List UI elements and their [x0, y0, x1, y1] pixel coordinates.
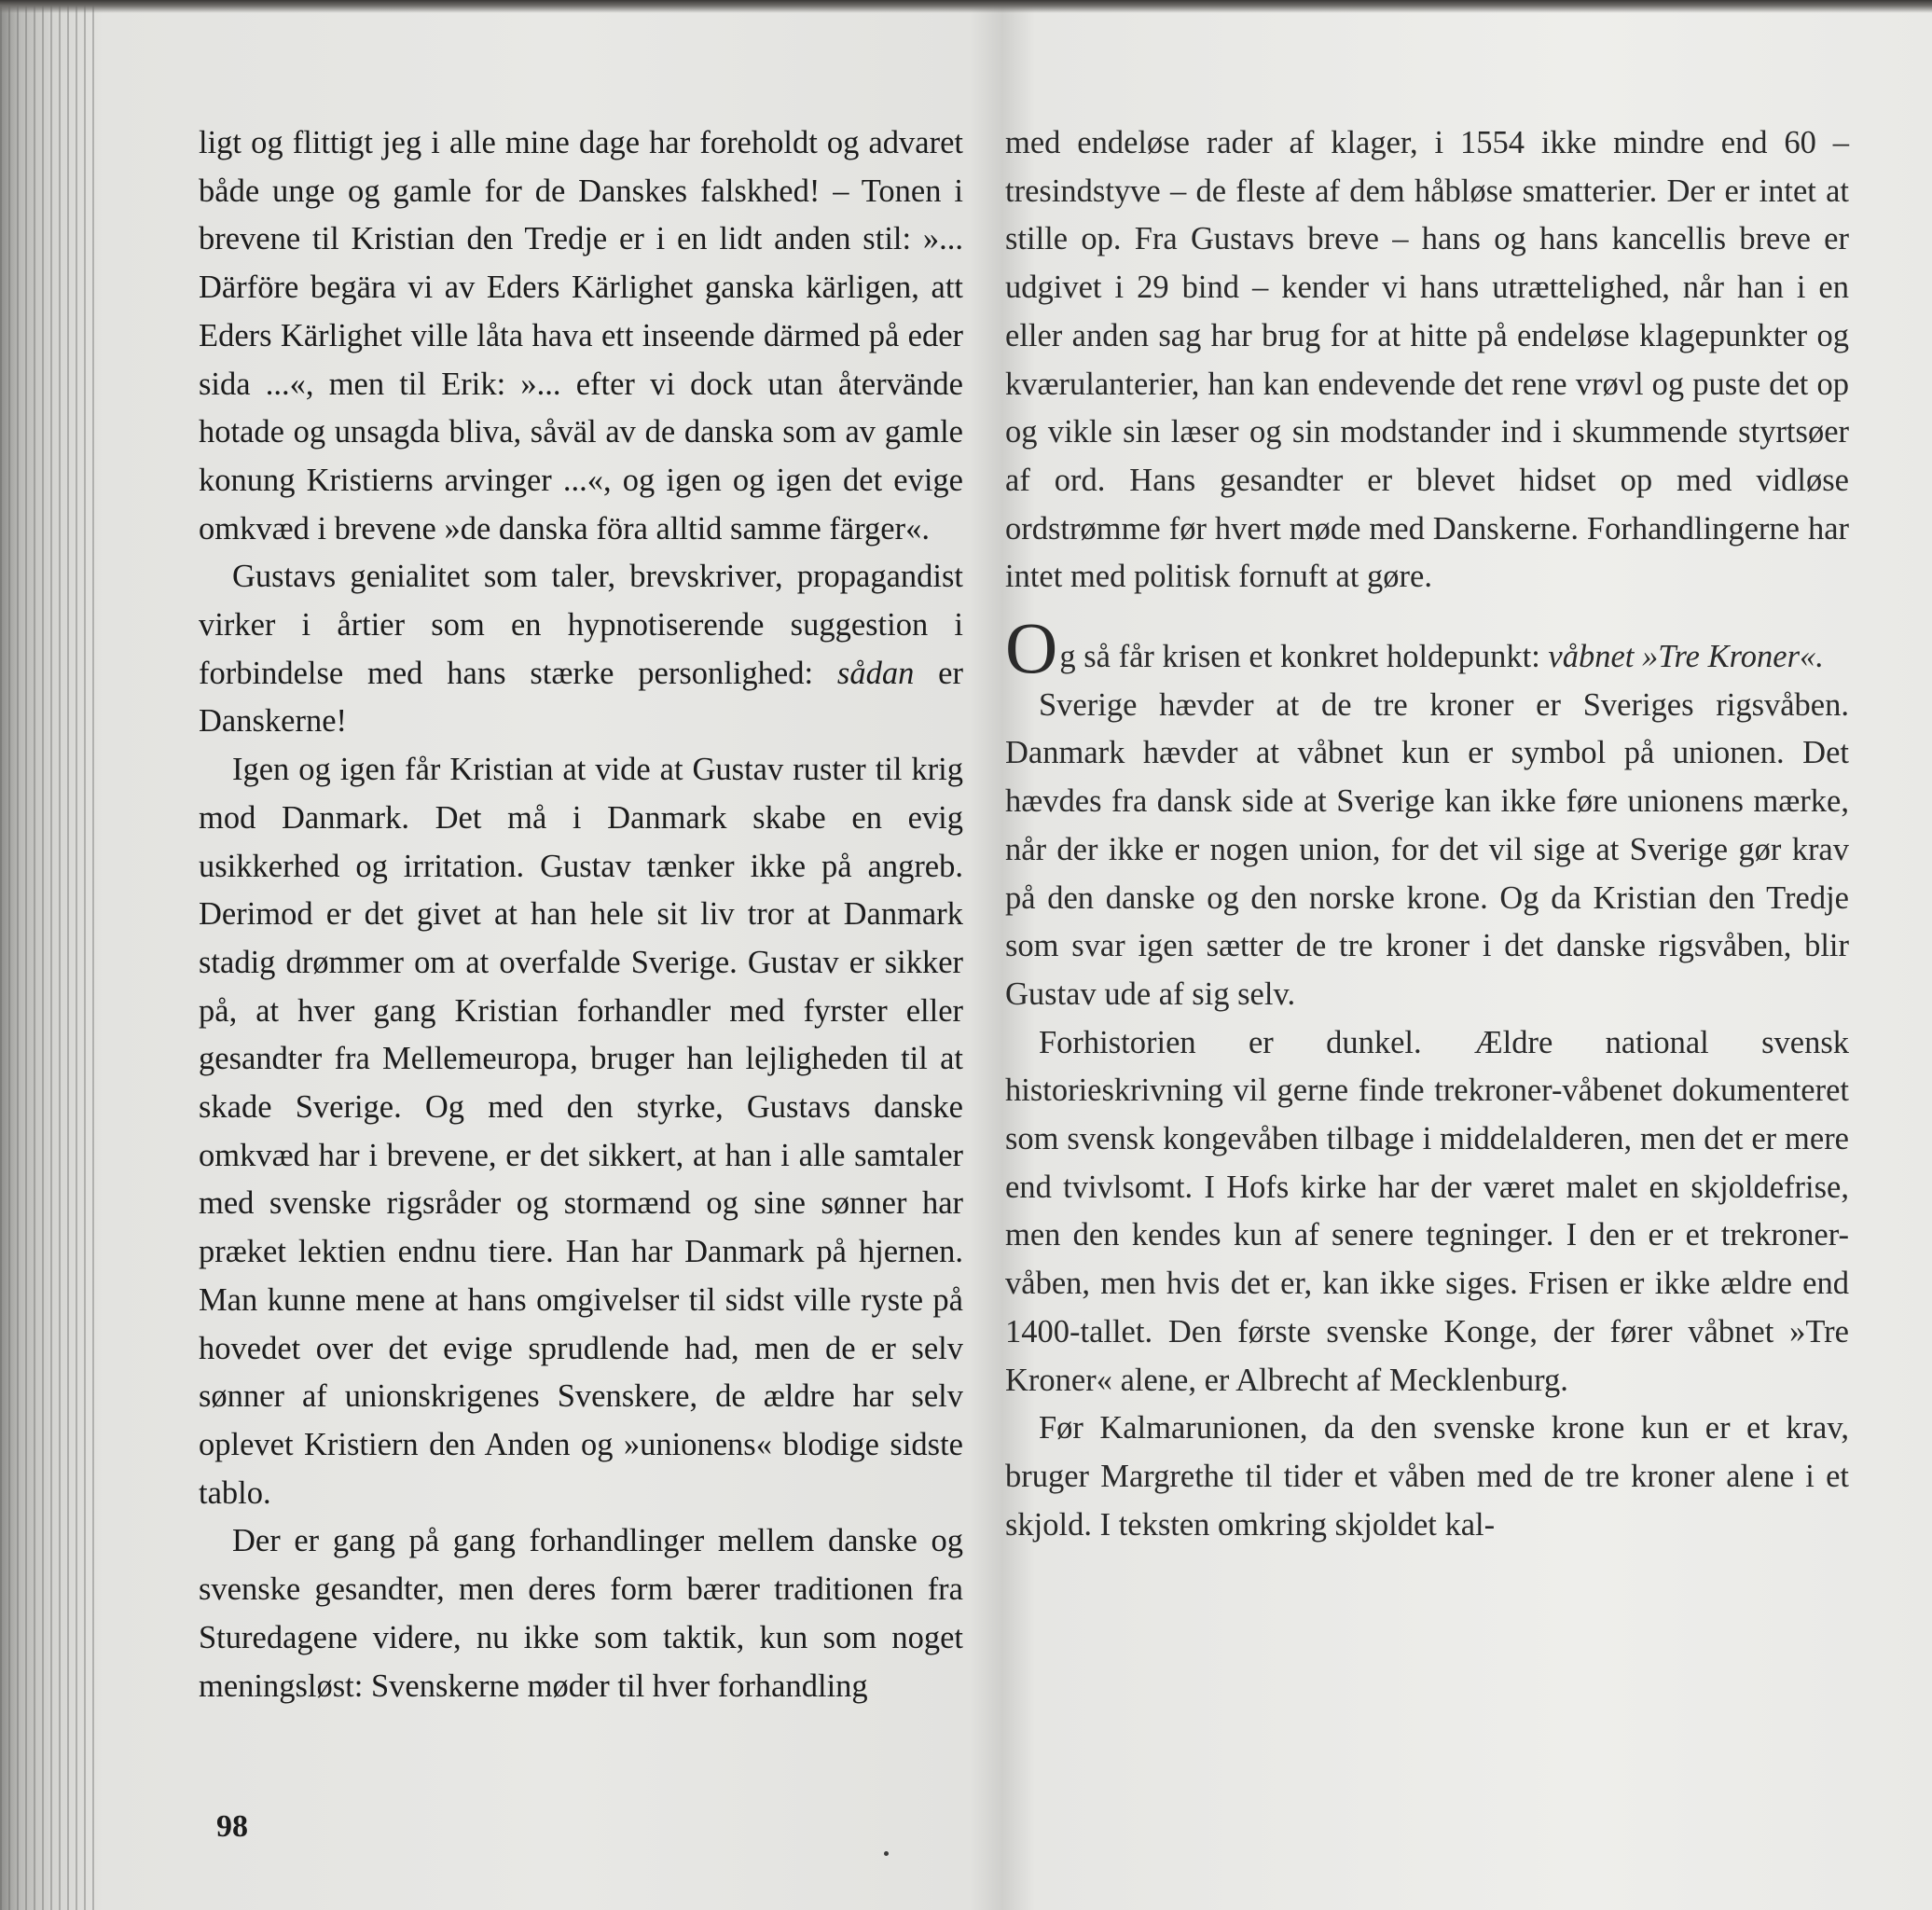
- paragraph: ligt og flittigt jeg i alle mine dage har foreholdt og advaret både unge og gamle for de Danskes falskhed! – Tonen i brevene til Kristian den Tredje er i en lidt anden stil: »... Därföre begära vi av Eders Kärlighet ganska kärligen, att Eders Kärlighet ville låta hava ett inseende därmed på eder sida ...«, men til Erik: »... efter vi dock utan återvände hotade og unsagda bliva, såväl av de danska som av gamle konung Kristierns arvinger ...«, og igen og igen det evige omkvæd i brevene »de danska föra alltid samme färger«.: [199, 125, 963, 547]
- paragraph: Før Kalmarunionen, da den svenske krone kun er et krav, bruger Margrethe til tider et våben med de tre kroner alene i et skjold. I teksten omkring skjoldet kal-: [1005, 1410, 1849, 1543]
- paragraph: Der er gang på gang forhandlinger mellem danske og svenske gesandter, men deres form bærer traditionen fra Sturedagene videre, nu ikke som taktik, kun som noget meningsløst: Svenskerne møder til hver forhandling: [199, 1523, 963, 1704]
- paragraph-text: er Danskerne!: [199, 655, 963, 740]
- right-page-text: [1005, 119, 1849, 1549]
- emphasized-phrase: våbnet »Tre Kroner«.: [1548, 639, 1824, 675]
- top-edge-shadow: [0, 0, 1932, 13]
- left-page-text: [199, 119, 963, 1710]
- paragraph: Sverige hævder at de tre kroner er Sveriges rigsvåben. Danmark hævder at våbnet kun er symbol på unionen. Det hævdes fra dansk side at Sverige kan ikke føre unionens mærke, når der ikke er nogen union, for det vil sige at Sverige gør krav på den danske og den norske krone. Og da Kristian den Tredje som svar igen sætter de tre kroner i det danske rigsvåben, blir Gustav ude af sig selv.: [1005, 686, 1849, 1012]
- paragraph-text: Gustavs genialitet som taler, brevskriver, propagandist virker i årtier som en hypnotiserende suggestion i forbindelse med hans stærke personlighed:: [199, 559, 963, 691]
- page-number: 98: [216, 1809, 248, 1844]
- paragraph: Forhistorien er dunkel. Ældre national svensk historieskrivning vil gerne finde trekroner-våbenet dokumenteret som svensk kongevåben tilbage i middelalderen, men det er mere end tvivlsomt. I Hofs kirke har der været malet en skjoldefrise, men den kendes kun af senere tegninger. I den er et trekroner-våben, men hvis det er, kan ikke siges. Frisen er ikke ældre end 1400-tallet. Den første svenske Konge, der fører våbnet »Tre Kroner« alene, er Albrecht af Mecklenburg.: [1005, 1024, 1849, 1398]
- emphasized-word: sådan: [836, 655, 915, 691]
- paper-speck: [884, 1851, 889, 1856]
- paragraph: med endeløse rader af klager, i 1554 ikke mindre end 60 – tresindstyve – de fleste af dem håbløse smatterier. Der er intet at stille op. Fra Gustavs breve – hans og hans kancellis breve er udgivet i 29 bind – kender vi hans utrættelighed, når han i en eller anden sag har brug for at hitte på endeløse klagepunkter og kværulanterier, han kan endevende det rene vrøvl og puste det op og vikle sin læser og sin modstander ind i skummende styrtsøer af ord. Hans gesandter er blevet hidset op med vidløse ordstrømme før hvert møde med Danskerne. Forhandlingerne har intet med politisk fornuft at gøre.: [1005, 125, 1849, 595]
- paragraph: Igen og igen får Kristian at vide at Gustav ruster til krig mod Danmark. Det må i Danmark skabe en evig usikkerhed og irritation. Gustav tænker ikke på angreb. Derimod er det givet at han hele sit liv tror at Danmark stadig drømmer om at overfalde Sverige. Gustav er sikker på, at hver gang Kristian forhandler med fyrster eller gesandter fra Mellemeuropa, bruger han lejligheden til at skade Sverige. Og med den styrke, Gustavs danske omkvæd har i brevene, er det sikkert, at han i alle samtaler med svenske rigsråder og stormænd og sine sønner har præket lektien endnu tiere. Han har Danmark på hjernen. Man kunne mene at hans omgivelser til sidst ville ryste på hovedet over det evige sprudlende had, men de er selv sønner af unionskrigenes Svenskere, de ældre har selv oplevet Kristiern den Anden og »unionens« blodige sidste tablo.: [199, 752, 963, 1511]
- drop-cap: O: [1005, 607, 1058, 689]
- section-opening-paragraph: [1005, 607, 1849, 689]
- paragraph: [199, 553, 963, 746]
- paragraph-text: g så får krisen et konkret holdepunkt:: [1059, 639, 1549, 675]
